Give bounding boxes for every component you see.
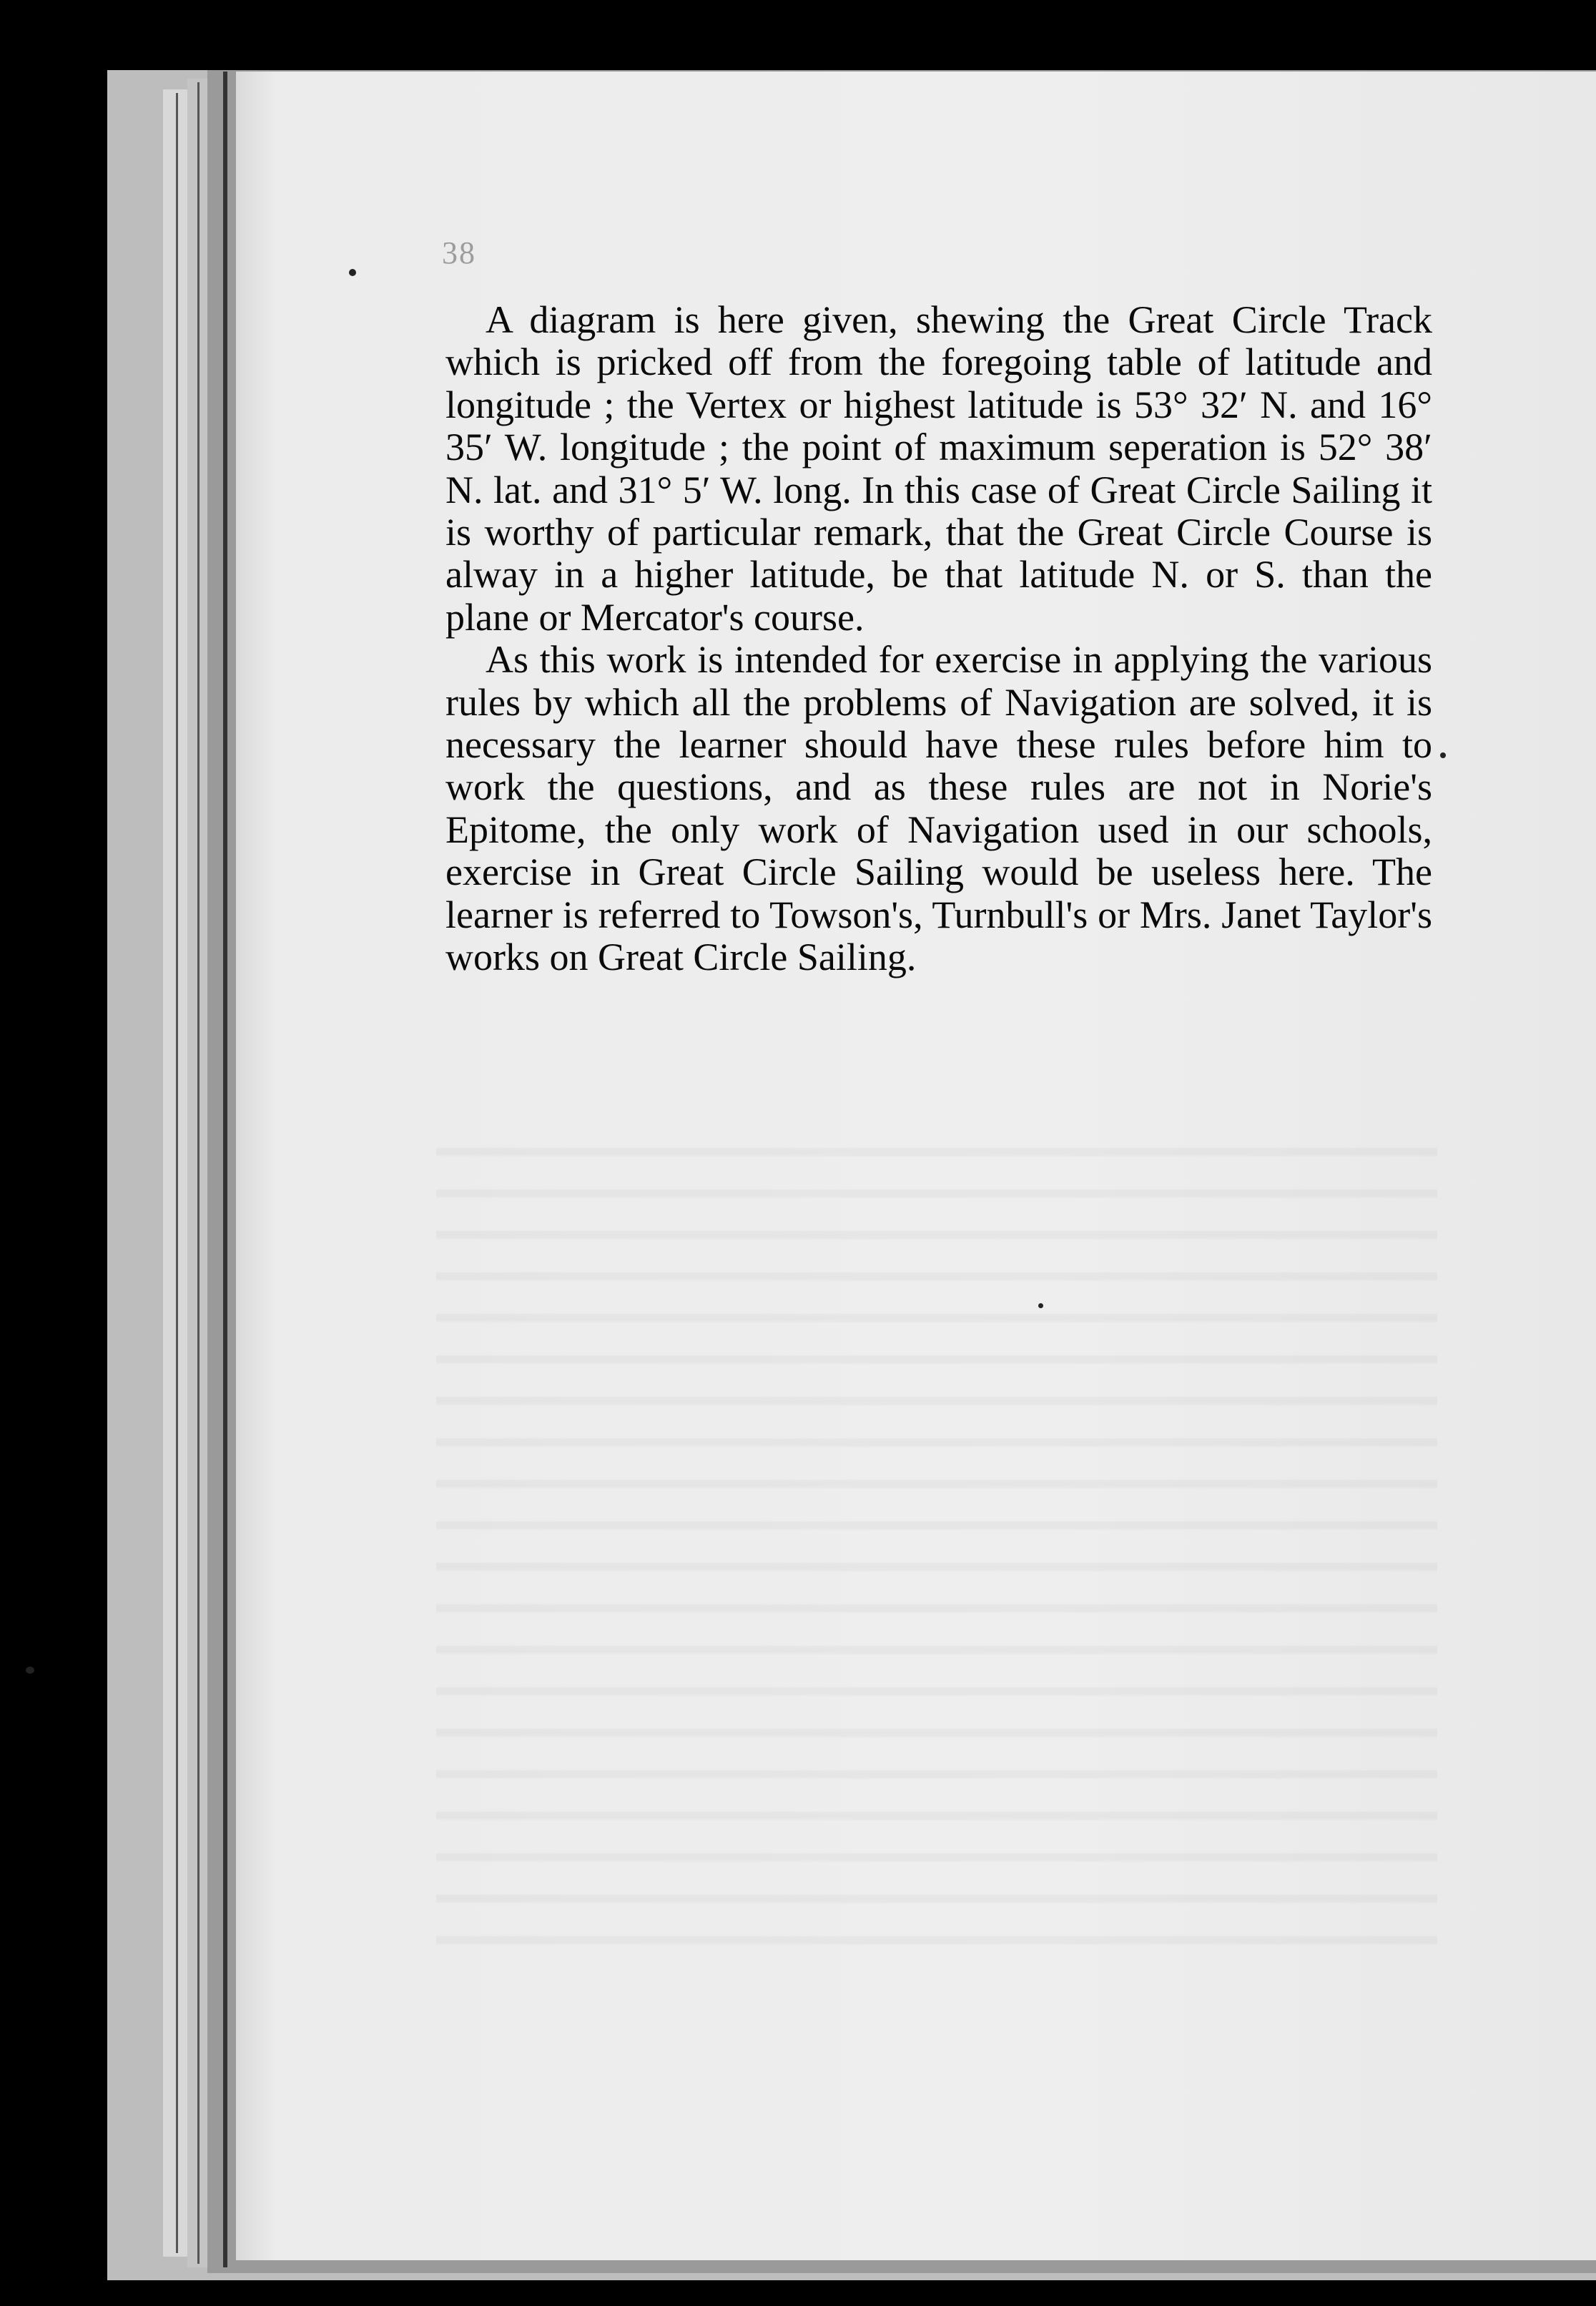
scan-speck — [1440, 752, 1446, 758]
page-edge-line — [197, 82, 200, 2264]
scan-speck — [349, 269, 356, 276]
page-sheet — [236, 72, 1596, 2260]
scan-speck — [1038, 1303, 1043, 1308]
body-text — [445, 299, 1432, 979]
paragraph-2: As this work is intended for exercise in applying the various rules by which all the problems of Navigation are solved, it is necessary the learner should have these rules before him to work the questions, and as these rules are not in Norie's Epitome, the only work of Navigation used in our schools, exercise in Great Circle Sailing would be useless here. The learner is referred to Towson's, Turnbull's or Mrs. Janet Taylor's works on Great Circle Sailing. — [445, 638, 1432, 979]
page-edge-line — [176, 93, 178, 2253]
scan-speck — [26, 1667, 34, 1674]
page-edge-line — [223, 72, 227, 2267]
show-through — [436, 1116, 1437, 1974]
paragraph-1: A diagram is here given, shewing the Great Circle Track which is pricked off from the foregoing table of latitude and longitude ; the Vertex or highest latitude is 53° 32′ N. and 16° 35′ W. longitude ; the point of maximum seperation is 52° 38′ N. lat. and 31° 5′ W. long. In this case of Great Circle Sailing it is worthy of particular remark, that the Great Circle Course is alway in a higher latitude, be that latitude N. or S. than the plane or Mercator's course. — [445, 298, 1432, 639]
page-number: 38 — [442, 235, 476, 270]
